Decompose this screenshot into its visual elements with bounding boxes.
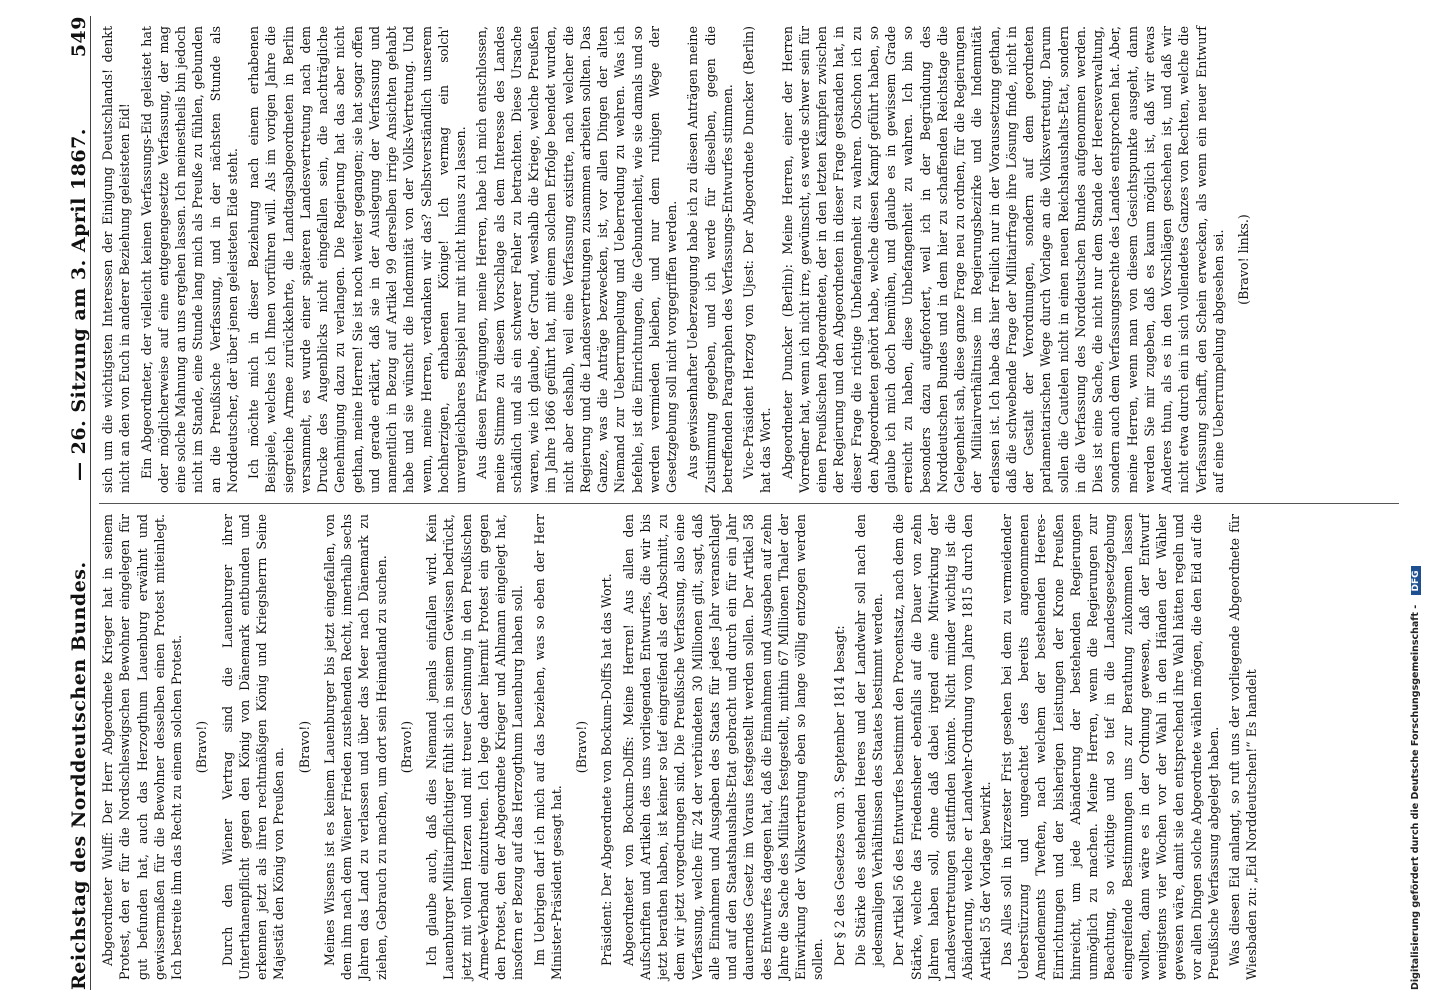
left-column <box>99 503 1399 990</box>
text-columns <box>99 16 1399 990</box>
quotation: Die Stärke des stehenden Heeres und der Landwehr soll nach den jedesmaligen Verhältnissen des Staates bestimmt werden. <box>852 514 885 966</box>
paragraph: Das Alles soll in kürzester Frist gesehen bei dem zu vermeidender Ueberstürzung und ungeachtet des bereits angenommenen Amendements Tweften, nach welchem der bestehenden Heeres-Einrichtungen und der bisherigen Leistungen der Krone Preußen hinreicht, um jede Abänderung der bestehenden Regierungen unmöglich zu machen. Meine Herren, wenn die Regierungen zur Beachtung, so wichtige und so tief in die Landesgesetzgebung eingreifende Bestimmungen uns zur Berathung zukommen lassen wollten, dann wäre es in der Ordnung gewesen, daß der Entwurf wenigstens vier Wochen vor der Wahl in den Händen der Wähler gewesen wäre, damit sie den entsprechend ihre Wahl hätten regeln und vor allen Dingen solche Abgeordnete wählen mögen, die den Eid auf die Preußische Verfassung abgelegt haben. <box>998 514 1221 980</box>
paragraph: Aus diesen Erwägungen, meine Herren, habe ich mich entschlossen, meine Stimme zu diesem Vorschlage als dem Interesse des Landes schädlich und als ein schwerer Fehler zu betrachten. Diese Ursache waren, wie ich glaube, der Grund, weshalb die Kriege, welche Preußen im Jahre 1866 geführt hat, mit einem solchen Erfolge beendet wurden, nicht aber deshalb, weil eine Verfassung existirte, nach welcher die Regierung und die Landesvertretungen zusammen arbeiten sollten. Das Ganze, was die Anträge bezwecken, ist, vor allen Dingen der alten Niemand zur Ueberrumpelung und Ueberredung zu wehren. Was ich befehle, ist die Einrichtungen, die Gebundenheit, wie sie damals und so werden vermieden bleiben, und nur dem ruhigen Wege der Gesetzgebung soll nicht vorgegriffen werden. <box>474 26 679 493</box>
paragraph: Der § 2 des Gesetzes vom 3. September 1814 besagt: <box>831 625 847 966</box>
paragraph: Durch den Wiener Vertrag sind die Lauenburger ihrer Unterthanenpflicht gegen den König von Dänemark entbunden und erkennen jetzt als ihren rechtmäßigen König und Kriegsherrn Seine Majestät den König von Preußen an. <box>219 514 287 980</box>
interjection: (Bravo! links.) <box>1236 214 1251 305</box>
paragraph: Ich möchte mich in dieser Beziehung nach einem erhabenen Beispiele, welches ich Ihnen vorführen will. Als im vorigen Jahre die siegreiche Armee zurückkehrte, die Landtagsabgeordneten in Berlin versammelt, es wurde einer späteren Landesvertretung nach dem Drucke des Augenblicks nicht eingefallen sein, die nachträgliche Genehmigung dazu zu verlangen. Die Regierung hat das aber nicht gethan, meine Herren! Sie ist noch weiter gegangen; sie hat sogar offen und gerade erklärt, daß sie in der Auslegung der Verfassung und namentlich in Bezug auf Artikel 99 derselben irrige Ansichten gehabt habe und sie wünscht die Indemnität von der Volks-Vertretung. Und wenn, meine Herren, verdanken wir das? Selbstverständlich unserem hochherzigen, erhabenen Könige! Ich vermag ein solch' unvergleichbares Beispiel nur mit nicht hinaus zu lassen. <box>246 26 468 493</box>
running-head-session: — 26. Sitzung am 3. April 1867. <box>68 128 90 481</box>
paragraph: Der Artikel 56 des Entwurfes bestimmt den Procentsatz, nach dem die Stärke, welche das Friedensheer ebenfalls auf die Dauer von zehn Jahren haben soll, ohne daß dabei irgend eine Mitwirkung der Landesvertretungen stattfinden könnte. Nicht minder wichtig ist die Abänderung, welche er Landwehr-Ordnung vom Jahre 1815 durch den Artikel 55 der Vorlage bewirkt. <box>891 514 993 980</box>
paragraph: Ein Abgeordneter, der vielleicht keinen Verfassungs-Eid geleistet hat oder möglicherweise auf eine entgegengesetzte Verfassung, der mag eine solche Mahnung an uns ergehen lassen. Ich meinestheils bin jedoch nicht im Stande, eine Stunde lang mich als Preuße zu fühlen, gebunden an die Preußische Verfassung, und in der nächsten Stunde als Norddeutscher, der über jenen geleisteten Eide steht. <box>138 26 240 493</box>
digitization-credit <box>1410 10 1428 990</box>
dfg-logo: DFG <box>1411 566 1421 595</box>
page-number: 549 <box>68 16 90 58</box>
credit-text: Digitalisierung gefördert durch die Deutsche Forschungsgemeinschaft - <box>1410 604 1421 990</box>
interjection: (Bravo!) <box>574 720 589 774</box>
running-head-title: Reichstag des Norddeutschen Bundes. <box>68 561 90 990</box>
running-head <box>50 16 91 990</box>
paragraph: Vice-Präsident Herzog von Ujest: Der Abgeordnete Duncker (Berlin) hat das Wort. <box>741 26 774 493</box>
paragraph: Abgeordneter von Bockum-Dolffs: Meine Herren! Aus allen den Aufschriften und Artikeln des uns vorliegenden Entwurfes, die wir bis jetzt berathen haben, ist keiner so tief eingreifend als der Abschnitt, zu dem wir jetzt vorgedrungen sind. Die Preußische Verfassung, also eine Verfassung, welche für 24 der verbündeten 30 Millionen gilt, sagt, daß alle Einnahmen und Ausgaben des Staats für jedes Jahr veranschlagt und auf den Staatshaushalts-Etat gebracht und durch ein für ein Jahr dauerndes Gesetz im Voraus festgestellt werden sollen. Der Artikel 58 des Entwurfes dagegen hat, daß die Einnahmen und Ausgaben auf zehn Jahre die Sache des Militairs festgestellt, mithin 67 Millionen Thaler der Einwirkung der Volksvertretung eben so lange völlig entzogen werden sollen. <box>620 514 826 980</box>
paragraph: Abgeordneter Duncker (Berlin): Meine Herren, einer der Herren Vorredner hat, wenn ich nicht irre, gewünscht, es werde schwer sein für einen Preußischen Abgeordneten, der in den letzten Kämpfen zwischen der Regierung und den Abgeordneten in dieser Frage gestanden hat, in dieser Frage die richtige Unbefangenheit zu wahren. Obschon ich zu den Abgeordneten gehört habe, welche diesen Kampf geführt haben, so glaube ich mich doch bemühen, und glaube es in gewissem Grade erreicht zu haben, diese Unbefangenheit zu wahren. Ich bin so besonders dazu aufgefordert, weil ich in der Begründung des Norddeutschen Bundes und in dem hier zu schaffenden Reichstage die Gelegenheit sah, diese ganze Frage neu zu ordnen, für die Regierungen der Militairverhältnisse im Regierungsbezirke und die Indemnität erlassen ist. Ich habe das hier freilich nur in der Voraussetzung gethan, daß die schwebende Frage der Militairfrage ihre Lösung finde, nicht in der Gestalt der Verordnungen, sondern auf dem geordneten parlamentarischen Wege durch Vorlage an die Volksvertretung. Darum sollen die Cautelen nicht in einen neuen Reichshaushalts-Etat, sondern in die Verfassung des Norddeutschen Bundes aufgenommen werden. Dies ist eine Sache, die nicht nur dem Stande der Heeresverwaltung, sondern auch dem Verfassungsrechte des Landes entsprochen hat. Aber, meine Herren, wenn man von diesem Gesichtspunkte ausgeht, dann werden Sie mir zugeben, daß es kaum möglich ist, daß wir etwas Anderes thun, als es in den Vorschlägen geschehen ist, und daß wir nicht etwa durch ein in sich vollendetes Ganzes von Rechten, welche die Verfassung schafft, den Schein erwecken, als wenn ein neuer Entwurf auf eine Ueberrumpelung abgesehen sei. <box>779 26 1226 493</box>
paragraph: Abgeordneter Wulff: Der Herr Abgeordnete Krieger hat in seinem Protest, den er für die Nordschleswigschen Bewohner eingelegen für gut befunden hat, auch das Herzogthum Lauenburg erwähnt und gewissermaßen für die Bewohner desselben einen Protest miteinlegt. Ich bestreite ihm das Recht zu einem solchen Protest. <box>100 514 184 980</box>
paragraph: Aus gewissenhafter Ueberzeugung habe ich zu diesen Anträgen meine Zustimmung gegeben, und ich werde für dieselben, gegen die betreffenden Paragraphen des Verfassungs-Entwurfes stimmen. <box>685 26 735 493</box>
paragraph: Meines Wissens ist es keinem Lauenburger bis jetzt eingefallen, von dem ihm nach dem Wiener Frieden zustehenden Recht, innerhalb sechs Jahren das Land zu verlassen und über das Meer nach Dänemark zu ziehen, Gebrauch zu machen, um dort sein Heimatland zu suchen. <box>321 514 389 980</box>
interjection: (Bravo!) <box>398 720 414 774</box>
paragraph: Ich glaube auch, daß dies Niemand jemals einfallen wird. Kein Lauenburger Militairpflichtiger fühlt sich in seinem Gewissen bedrückt, jetzt mit vollem Herzen und mit treuer Gesinnung in den Preußischen Armee-Verband einzutreten. Ich lege daher hiermit Protest ein gegen den Protest, den der Abgeordnete Krieger und Ahlmann eingelegt hat, insofern er Bezug auf das Herzogthum Lauenburg haben soll. <box>424 514 526 980</box>
interjection: (Bravo!) <box>194 720 210 774</box>
interjection: (Bravo!) <box>296 720 312 774</box>
paragraph: Im Uebrigen darf ich mich auf das beziehen, was so eben der Herr Minister-Präsident gesagt hat. <box>531 514 564 980</box>
right-column <box>99 16 1399 503</box>
paragraph: sich um die wichtigsten Interessen der Einigung Deutschlands! denkt nicht an den von Euch in anderer Beziehung geleisteten Eid! <box>100 26 133 493</box>
rotated-scanned-page <box>50 6 1415 1000</box>
paragraph: Präsident: Der Abgeordnete von Bockum-Dolffs hat das Wort. <box>599 573 615 966</box>
paragraph: Was diesen Eid anlangt, so ruft uns der vorliegende Abgeordnete für Wiesbaden zu: „Eid Norddeutschen!“ Es handelt <box>1227 514 1260 980</box>
